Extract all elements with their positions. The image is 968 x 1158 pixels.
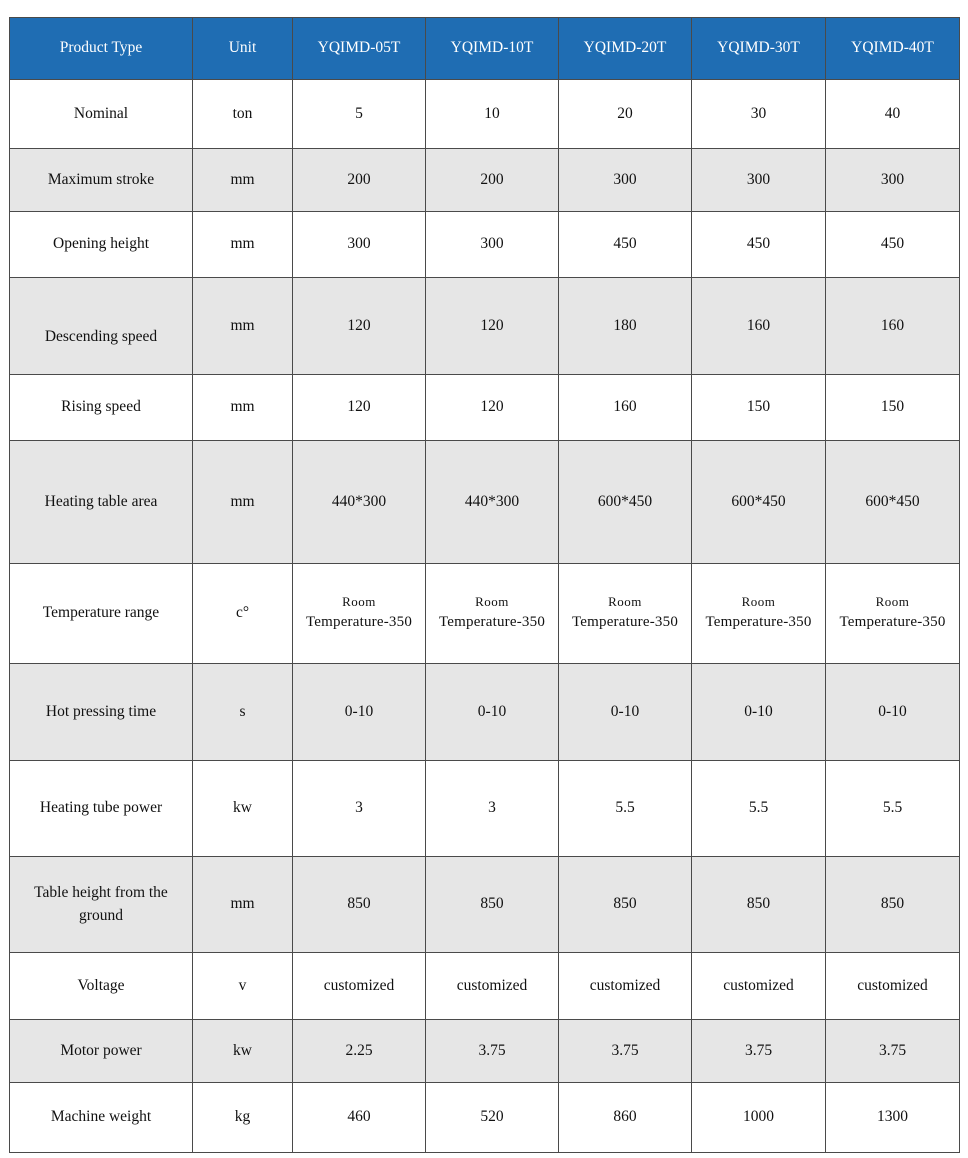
row-unit: c° — [193, 564, 293, 664]
table-row — [10, 149, 960, 212]
cell-value: 5 — [293, 80, 426, 149]
cell-value: 450 — [826, 212, 960, 278]
cell-value: 0-10 — [426, 664, 559, 761]
cell-value: 180 — [559, 278, 692, 375]
cell-value: 30 — [692, 80, 826, 149]
cell-value: 3.75 — [826, 1020, 960, 1083]
cell-value: 520 — [426, 1083, 559, 1153]
cell-value-line1: Room — [741, 594, 776, 610]
row-unit: mm — [193, 278, 293, 375]
cell-value — [692, 564, 826, 664]
cell-value: 3.75 — [426, 1020, 559, 1083]
cell-value: 2.25 — [293, 1020, 426, 1083]
cell-value: 160 — [826, 278, 960, 375]
cell-value: 450 — [559, 212, 692, 278]
table-row — [10, 953, 960, 1020]
header-model: YQIMD-30T — [692, 18, 826, 80]
cell-value: 300 — [293, 212, 426, 278]
cell-value: customized — [293, 953, 426, 1020]
row-unit: mm — [193, 212, 293, 278]
row-unit: kw — [193, 1020, 293, 1083]
cell-value: 850 — [426, 857, 559, 953]
table-row — [10, 761, 960, 857]
cell-value: 850 — [826, 857, 960, 953]
cell-value-line1: Room — [875, 594, 910, 610]
cell-value: 150 — [692, 375, 826, 441]
cell-value: 860 — [559, 1083, 692, 1153]
cell-value-line2: Temperature-350 — [438, 614, 546, 631]
cell-value: 160 — [692, 278, 826, 375]
cell-value: 0-10 — [293, 664, 426, 761]
cell-value-line1: Room — [342, 594, 376, 610]
cell-value: 1000 — [692, 1083, 826, 1153]
cell-value: 200 — [293, 149, 426, 212]
header-model: YQIMD-20T — [559, 18, 692, 80]
cell-value: customized — [426, 953, 559, 1020]
table-row — [10, 278, 960, 375]
row-label: Hot pressing time — [10, 664, 193, 761]
cell-value: 600*450 — [559, 441, 692, 564]
row-label: Heating tube power — [10, 761, 193, 857]
cell-value: 300 — [559, 149, 692, 212]
row-unit: mm — [193, 375, 293, 441]
header-product-type: Product Type — [10, 18, 193, 80]
cell-value — [559, 564, 692, 664]
cell-value: customized — [559, 953, 692, 1020]
cell-value — [293, 564, 426, 664]
header-model: YQIMD-05T — [293, 18, 426, 80]
cell-value: 120 — [426, 278, 559, 375]
cell-value: 1300 — [826, 1083, 960, 1153]
cell-value: 600*450 — [826, 441, 960, 564]
cell-value: 40 — [826, 80, 960, 149]
cell-value: 5.5 — [826, 761, 960, 857]
cell-value: 450 — [692, 212, 826, 278]
table-row — [10, 375, 960, 441]
cell-value-line2: Temperature-350 — [705, 614, 812, 631]
row-unit: ton — [193, 80, 293, 149]
table-row — [10, 664, 960, 761]
table-row — [10, 80, 960, 149]
cell-value: 3.75 — [692, 1020, 826, 1083]
row-label: Nominal — [10, 80, 193, 149]
table-row — [10, 1020, 960, 1083]
row-unit: s — [193, 664, 293, 761]
cell-value: 440*300 — [293, 441, 426, 564]
cell-value: 850 — [293, 857, 426, 953]
table-row — [10, 1083, 960, 1153]
cell-value: 300 — [692, 149, 826, 212]
cell-value: customized — [692, 953, 826, 1020]
row-label: Descending speed — [10, 278, 193, 375]
row-unit: mm — [193, 149, 293, 212]
header-model: YQIMD-10T — [426, 18, 559, 80]
cell-value: 3.75 — [559, 1020, 692, 1083]
cell-value: 600*450 — [692, 441, 826, 564]
table-row — [10, 564, 960, 664]
cell-value: 300 — [826, 149, 960, 212]
row-label: Temperature range — [10, 564, 193, 664]
cell-value: 150 — [826, 375, 960, 441]
row-unit: kg — [193, 1083, 293, 1153]
row-label: Motor power — [10, 1020, 193, 1083]
cell-value: 0-10 — [692, 664, 826, 761]
cell-value: 120 — [426, 375, 559, 441]
cell-value: 120 — [293, 278, 426, 375]
cell-value: 460 — [293, 1083, 426, 1153]
table-row — [10, 441, 960, 564]
row-label: Opening height — [10, 212, 193, 278]
row-label — [10, 857, 193, 953]
header-model: YQIMD-40T — [826, 18, 960, 80]
cell-value: 3 — [293, 761, 426, 857]
cell-value: 5.5 — [559, 761, 692, 857]
cell-value: 20 — [559, 80, 692, 149]
row-label: Machine weight — [10, 1083, 193, 1153]
cell-value: customized — [826, 953, 960, 1020]
row-unit: v — [193, 953, 293, 1020]
table-row — [10, 212, 960, 278]
cell-value-line1: Room — [475, 594, 509, 610]
cell-value: 120 — [293, 375, 426, 441]
cell-value — [826, 564, 960, 664]
cell-value: 5.5 — [692, 761, 826, 857]
spec-table — [9, 17, 960, 1153]
cell-value-line2: Temperature-350 — [305, 614, 413, 631]
row-label: Maximum stroke — [10, 149, 193, 212]
row-label: Heating table area — [10, 441, 193, 564]
cell-value-line1: Room — [608, 594, 642, 610]
row-unit: kw — [193, 761, 293, 857]
cell-value: 200 — [426, 149, 559, 212]
cell-value: 10 — [426, 80, 559, 149]
cell-value: 440*300 — [426, 441, 559, 564]
cell-value: 3 — [426, 761, 559, 857]
row-label-line1: Table height from the — [34, 884, 168, 902]
row-unit: mm — [193, 857, 293, 953]
header-unit: Unit — [193, 18, 293, 80]
cell-value: 160 — [559, 375, 692, 441]
cell-value: 300 — [426, 212, 559, 278]
cell-value: 0-10 — [826, 664, 960, 761]
cell-value: 0-10 — [559, 664, 692, 761]
cell-value: 850 — [692, 857, 826, 953]
header-row — [10, 18, 960, 80]
cell-value — [426, 564, 559, 664]
row-label-line2: ground — [79, 906, 123, 924]
table-row — [10, 857, 960, 953]
row-unit: mm — [193, 441, 293, 564]
cell-value: 850 — [559, 857, 692, 953]
cell-value-line2: Temperature-350 — [571, 614, 679, 631]
row-label: Voltage — [10, 953, 193, 1020]
row-label: Rising speed — [10, 375, 193, 441]
cell-value-line2: Temperature-350 — [839, 614, 946, 631]
